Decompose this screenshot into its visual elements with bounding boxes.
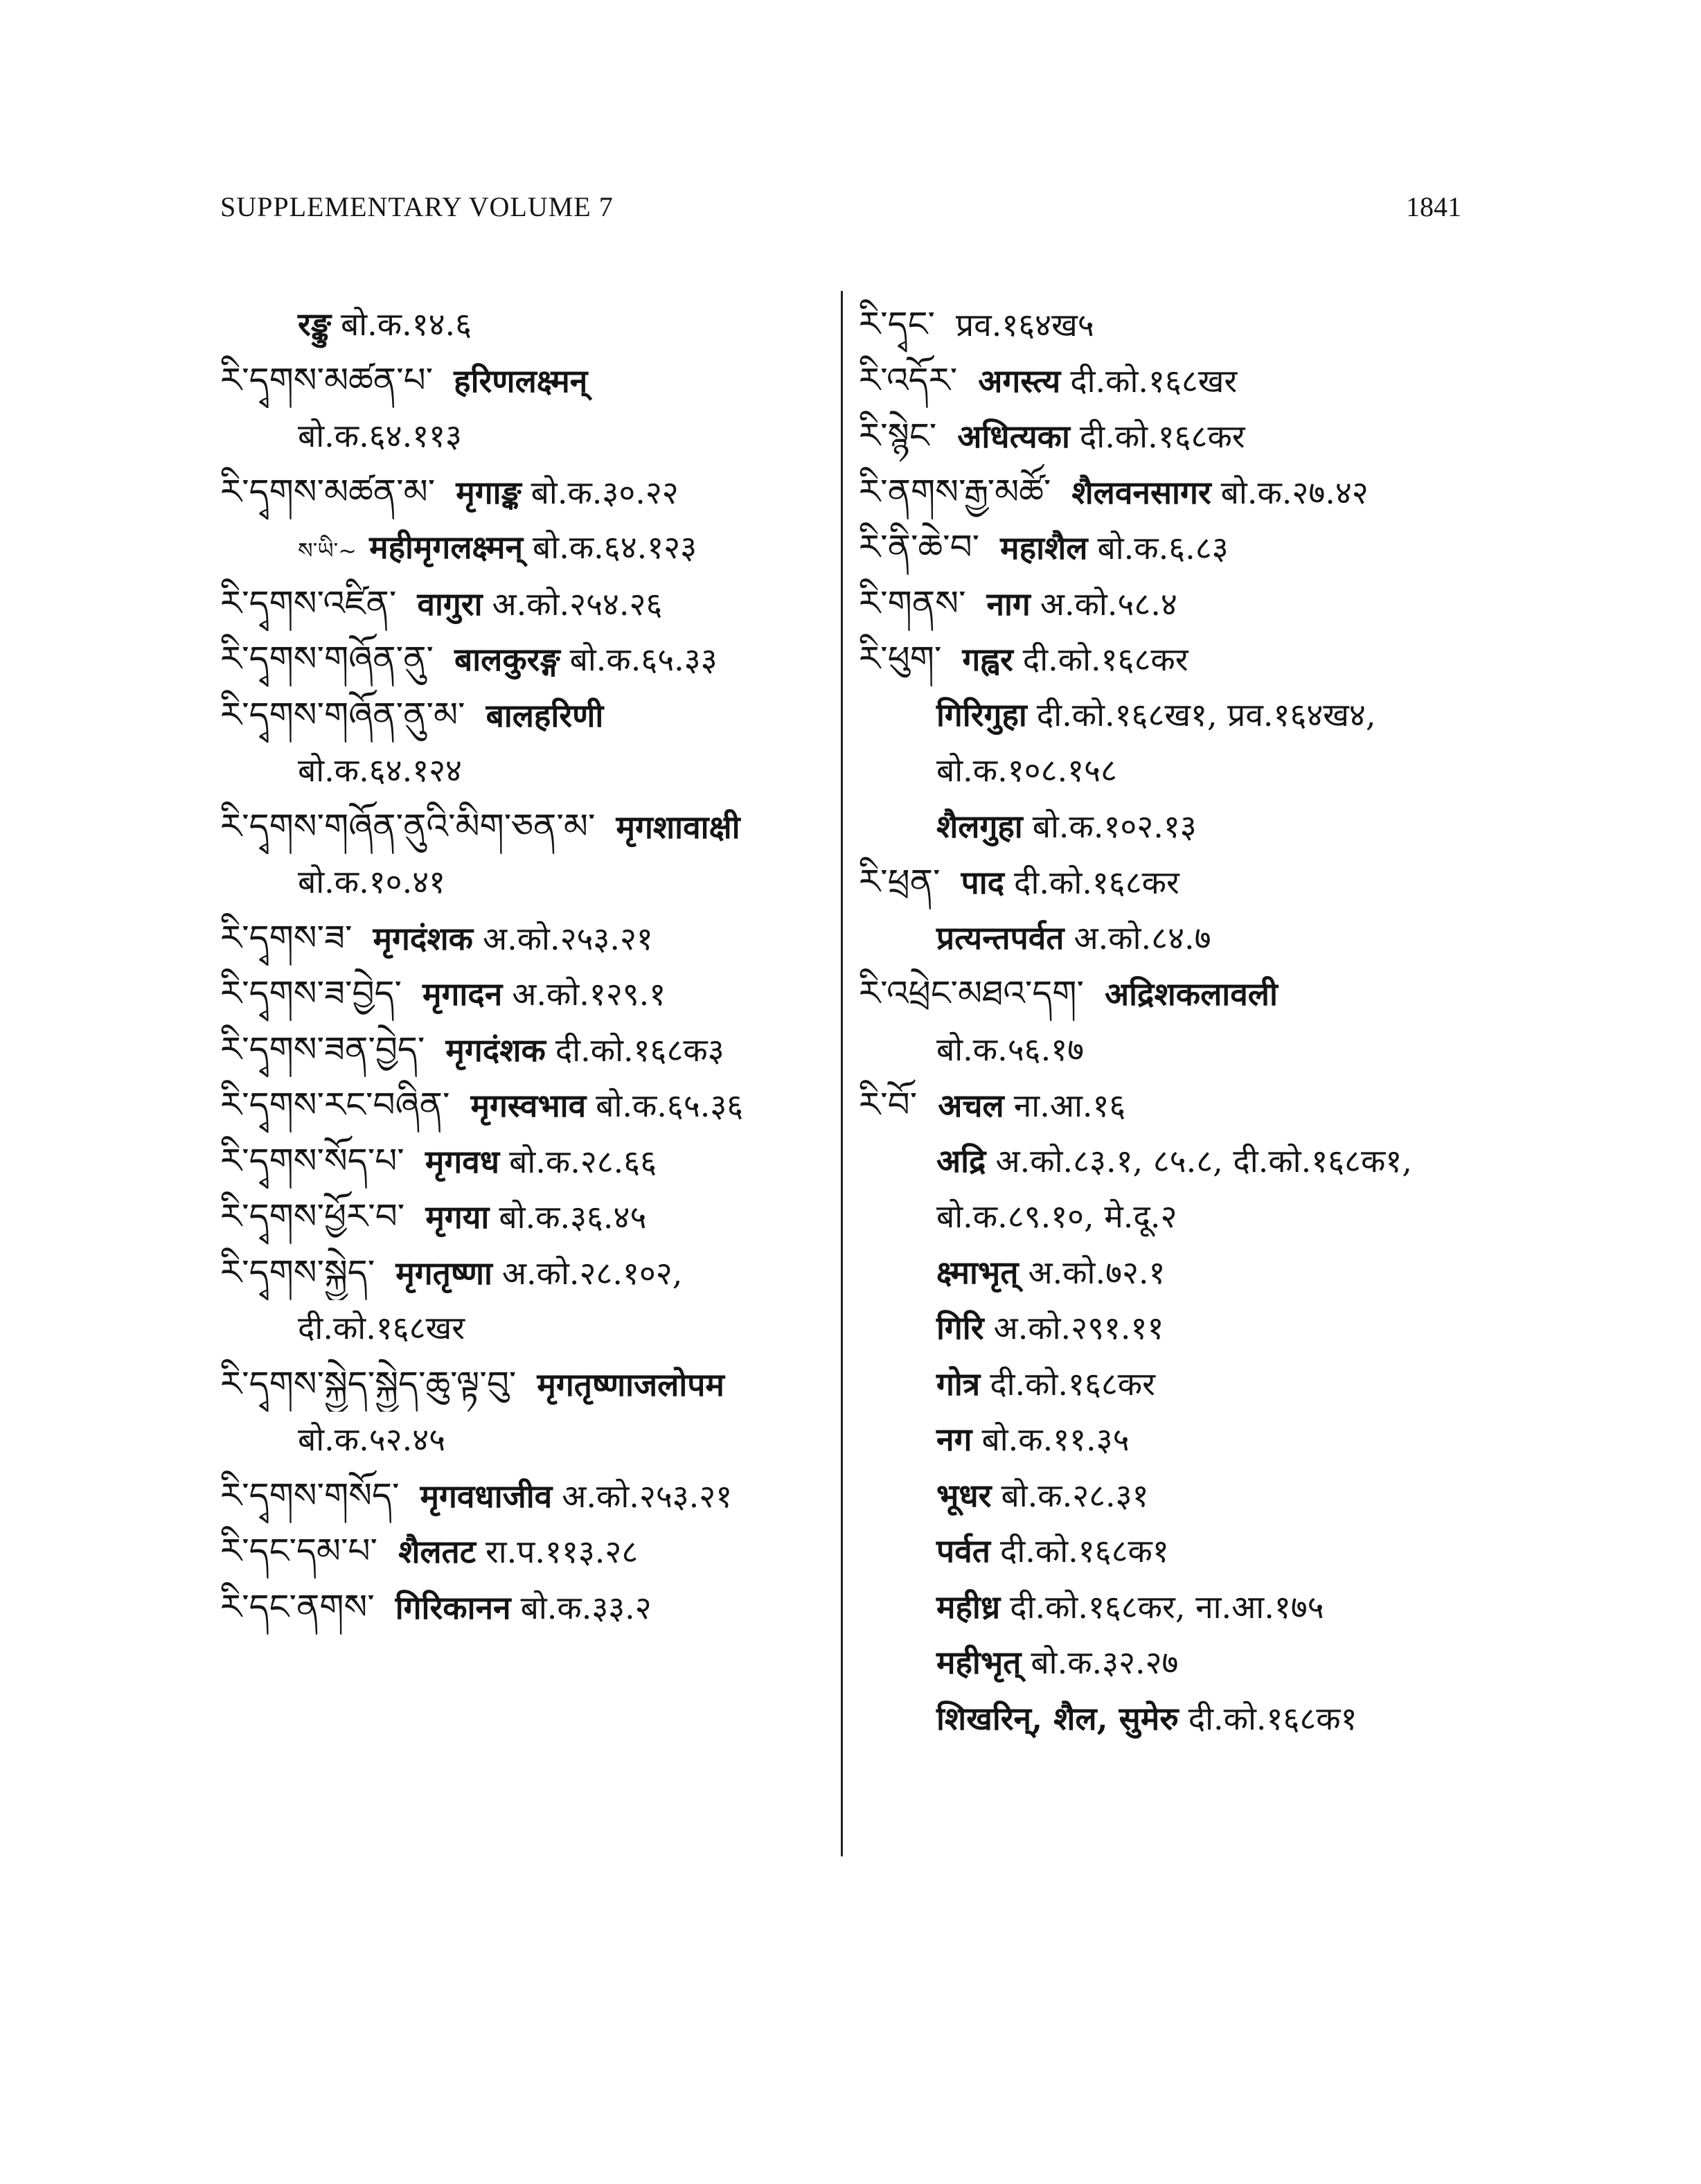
sanskrit-term: हरिणलक्ष्मन् <box>454 362 588 400</box>
sanskrit-term: गह्वर <box>962 641 1013 678</box>
source-reference: अ.को.२९१.११ <box>993 1309 1164 1347</box>
entry-line <box>859 353 1482 409</box>
tibetan-term: རི་གནས་ <box>859 583 966 623</box>
sanskrit-term: मृगादन <box>422 975 503 1013</box>
sanskrit-term: महाशैल <box>1000 529 1088 567</box>
sanskrit-term: मृगस्वभाव <box>470 1087 587 1124</box>
tibetan-term: རི་དྭགས་མཚན་མ་ <box>220 471 436 512</box>
sanskrit-term: शैलगुहा <box>936 807 1023 845</box>
source-reference: बो.क.५२.४५ <box>298 1421 446 1458</box>
entry-line <box>220 966 830 1022</box>
entry-line <box>220 1077 830 1133</box>
tibetan-term: རི་དྭགས་གཞོན་ནུ་མ་ <box>220 694 465 735</box>
sanskrit-term: गिरिकानन <box>395 1588 511 1626</box>
source-reference: बो.क.२८.६६ <box>509 1142 657 1180</box>
source-reference: बो.क.३३.२ <box>520 1588 652 1626</box>
tibetan-term: རི་དྭགས་ཟ་ <box>220 917 353 958</box>
source-reference: बो.क.२७.४२ <box>1220 473 1369 511</box>
entry-line <box>859 1189 1482 1245</box>
page-header <box>220 190 1461 232</box>
tibetan-term: རི་དྭགས་འཛིན་ <box>220 583 397 623</box>
source-reference: बो.क.६४.१२४ <box>298 752 462 789</box>
sanskrit-term: गिरिगुहा <box>936 695 1027 734</box>
tibetan-term: རི་བོ་ <box>859 1085 918 1125</box>
sanskrit-term: अद्रि <box>936 1142 986 1180</box>
entry-line <box>859 1412 1482 1468</box>
entry-line <box>859 910 1482 966</box>
entry-line <box>859 1356 1482 1412</box>
source-reference: बो.क.६५.३६ <box>596 1087 744 1124</box>
source-reference: अ.को.१२९.१ <box>512 975 666 1013</box>
source-reference: बो.क.६४.१२३ <box>533 529 697 566</box>
sanskrit-term: पर्वत <box>936 1532 990 1570</box>
source-reference: बो.क.१०.४१ <box>298 863 446 900</box>
entry-line <box>859 1579 1482 1635</box>
tibetan-term: རི་དྭགས་སྐྱེད་སྐྱེད་ཆུ་ལྟ་བུ་ <box>220 1363 517 1404</box>
sanskrit-term: अचल <box>938 1087 1004 1124</box>
entry-line <box>220 743 830 799</box>
sanskrit-term: शैलवनसागर <box>1071 473 1211 511</box>
source-reference: अ.को.२५४.२६ <box>492 585 663 623</box>
sanskrit-term: मृगदंशक <box>373 919 473 957</box>
tibetan-term: རི་སྙེང་ <box>859 416 937 456</box>
source-reference: दी.को.१६८कर <box>1022 641 1188 678</box>
entry-line <box>859 631 1482 687</box>
source-reference: बो.क.६५.३३ <box>569 641 718 678</box>
source-reference: अ.को.२५३.२१ <box>482 919 653 957</box>
tibetan-term: རི་དང་ནགས་ <box>220 1586 375 1627</box>
tibetan-term: རི་ཕྲན་ <box>859 862 941 902</box>
entry-line <box>859 296 1482 353</box>
source-reference: बो.क.८९.१०, मे.दू.२ <box>936 1198 1177 1235</box>
source-reference: ना.आ.१६ <box>1013 1087 1126 1124</box>
source-reference: बो.क.११.३५ <box>981 1421 1130 1458</box>
page-number: 1841 <box>1406 191 1461 222</box>
entry-line <box>220 464 830 520</box>
tibetan-term: རི་དྭགས་ཕྱོར་བ་ <box>220 1196 405 1236</box>
source-reference: दी.को.१६८कर <box>990 1365 1155 1403</box>
tibetan-term: རི་དྭགས་རང་བཞིན་ <box>220 1085 450 1125</box>
source-reference: बो.क.१४.६ <box>340 305 472 343</box>
entry-line <box>220 1412 830 1468</box>
tibetan-term: རི་དང་དམ་པ་ <box>220 1531 378 1571</box>
sanskrit-term: महीभृत् <box>936 1644 1022 1681</box>
sanskrit-term: शिखरिन्, शैल, सुमेरु <box>936 1699 1179 1737</box>
source-reference: बो.क.३२.२७ <box>1031 1644 1179 1681</box>
sanskrit-term: मृगशावाक्षी <box>616 808 740 846</box>
source-reference: दी.को.१६८क१ <box>999 1532 1169 1570</box>
tibetan-term: རི་དྭང་ <box>859 304 935 344</box>
entry-line <box>220 353 830 409</box>
sanskrit-term: बालकुरङ्ग <box>454 641 560 678</box>
tibetan-term: རི་ནི་ཆེ་བ་ <box>859 527 980 567</box>
source-reference: बो.क.१०२.१३ <box>1032 807 1197 845</box>
sanskrit-term: अद्रिशकलावली <box>1105 975 1278 1013</box>
sanskrit-term: मृगवध <box>425 1142 500 1180</box>
entry-line <box>859 1245 1482 1301</box>
column-divider <box>841 291 843 1856</box>
entry-line <box>220 408 830 464</box>
entry-line <box>220 1356 830 1412</box>
source-reference: दी.को.१६८खर <box>1070 362 1238 400</box>
sanskrit-term: वागुरा <box>417 585 483 623</box>
entry-line <box>859 576 1482 632</box>
entry-line <box>859 799 1482 855</box>
entry-line <box>220 687 830 743</box>
entry-line <box>859 966 1482 1022</box>
source-reference: दी.को.१६८कर <box>1014 864 1179 901</box>
entry-line <box>859 854 1482 910</box>
sanskrit-term: भूधर <box>936 1476 992 1514</box>
entry-line <box>859 1300 1482 1356</box>
entry-line <box>220 910 830 966</box>
tibetan-abbrev: ས་ཡི་~ <box>298 538 357 564</box>
entry-line <box>859 1691 1482 1747</box>
sanskrit-term: प्रत्यन्तपर्वत <box>936 918 1065 957</box>
source-reference: अ.को.८४.७ <box>1074 918 1211 957</box>
entry-line <box>859 1523 1482 1579</box>
tibetan-term: རི་འཕྲེང་མཐའ་དག་ <box>859 973 1084 1013</box>
sanskrit-term: बालहरिणी <box>486 696 604 734</box>
entry-line <box>220 1523 830 1579</box>
entry-line <box>859 1077 1482 1133</box>
source-reference: बो.क.१०८.१५८ <box>936 752 1117 789</box>
entry-line <box>220 1245 830 1301</box>
source-reference: बो.क.३६.४५ <box>499 1198 647 1236</box>
source-reference: बो.क.६४.११३ <box>298 417 462 454</box>
entry-line <box>220 520 830 576</box>
entry-line <box>859 687 1482 743</box>
right-column <box>859 296 1482 1746</box>
entry-line <box>859 1022 1482 1078</box>
sanskrit-term: अगस्त्य <box>978 362 1061 400</box>
entry-line <box>220 854 830 910</box>
entry-line <box>220 1022 830 1078</box>
source-reference: बो.क.२८.३१ <box>1001 1476 1149 1514</box>
source-reference: बो.क.६.८३ <box>1097 529 1229 567</box>
entry-line <box>220 576 830 632</box>
tibetan-term: རི་དྭགས་མཚན་པ་ <box>220 359 434 400</box>
sanskrit-term: मृगवधाजीव <box>420 1477 553 1515</box>
sanskrit-term: क्ष्माभृत् <box>936 1253 1019 1291</box>
sanskrit-term: महीमृगलक्ष्मन् <box>369 529 524 566</box>
entry-line <box>859 1133 1482 1189</box>
sanskrit-term: मृगाङ्क <box>456 473 522 511</box>
sanskrit-term: पाद <box>961 864 1005 901</box>
tibetan-term: རི་དྭགས་སྐྱེད་ <box>220 1252 375 1293</box>
entry-line <box>220 1300 830 1356</box>
source-reference: बो.क.३०.२२ <box>531 473 679 511</box>
running-head: SUPPLEMENTARY VOLUME 7 <box>220 191 614 222</box>
tibetan-term: རི་ནགས་རྒྱ་མཚོ་ <box>859 471 1051 512</box>
entry-line <box>859 1468 1482 1524</box>
left-column <box>220 296 830 1635</box>
tibetan-term: རི་དྭགས་ཟན་བྱེད་ <box>220 1029 425 1069</box>
entry-line <box>220 1133 830 1189</box>
entry-line <box>859 520 1482 576</box>
source-reference: अ.को.७२.१ <box>1028 1253 1166 1291</box>
sanskrit-term: गोत्र <box>936 1365 981 1403</box>
entry-line <box>220 1468 830 1524</box>
entry-line <box>859 743 1482 799</box>
tibetan-term: རི་དྭགས་གཞོན་ནུ་ <box>220 639 434 679</box>
sanskrit-term: रङ्कु <box>298 305 331 343</box>
source-reference: रा.प.११३.२८ <box>485 1533 639 1570</box>
tibetan-term: རི་ཕུག་ <box>859 639 942 679</box>
tibetan-term: རི་དྭགས་སོད་པ་ <box>220 1140 404 1181</box>
sanskrit-term: मृगया <box>425 1198 490 1236</box>
tibetan-term: རི་འདོར་ <box>859 359 958 400</box>
sanskrit-term: अधित्यका <box>957 418 1070 455</box>
source-reference: अ.को.८३.१, ८५.८, दी.को.१६८क१, <box>995 1142 1412 1180</box>
sanskrit-term: गिरि <box>936 1309 984 1347</box>
sanskrit-term: शैलतट <box>398 1533 476 1570</box>
sanskrit-term: महीध्र <box>936 1588 1001 1626</box>
entry-line <box>220 1579 830 1635</box>
source-reference: दी.को.१६८क१ <box>1188 1699 1357 1737</box>
sanskrit-term: मृगतृष्णाजलोपम <box>537 1365 724 1403</box>
sanskrit-term: मृगदंशक <box>445 1031 546 1069</box>
tibetan-term: རི་དྭགས་ཟ་བྱེད་ <box>220 973 402 1013</box>
source-reference: अ.को.२८.१०२, <box>501 1254 683 1292</box>
entry-line <box>859 408 1482 464</box>
sanskrit-term: मृगतृष्णा <box>395 1254 492 1292</box>
source-reference: दी.को.१६८ख१, प्रव.१६४ख४, <box>1036 695 1376 734</box>
entry-line <box>220 296 830 353</box>
entry-line <box>220 631 830 687</box>
entry-line <box>859 464 1482 520</box>
entry-line <box>220 1189 830 1245</box>
source-reference: दी.को.१६८कर, ना.आ.१७५ <box>1010 1588 1324 1626</box>
sanskrit-term: नग <box>936 1421 972 1458</box>
entry-line <box>859 1635 1482 1691</box>
tibetan-term: རི་དྭགས་གཞོན་ནུའི་མིག་ཅན་མ་ <box>220 806 596 846</box>
sanskrit-term: नाग <box>986 585 1031 623</box>
source-reference: प्रव.१६४ख५ <box>955 306 1094 344</box>
source-reference: दी.को.१६८कर <box>1079 418 1245 455</box>
source-reference: दी.को.१६८क३ <box>555 1031 724 1069</box>
entry-line <box>220 799 830 855</box>
source-reference: दी.को.१६८खर <box>298 1309 465 1347</box>
source-reference: बो.क.५६.१७ <box>936 1030 1085 1068</box>
source-reference: अ.को.२५३.२१ <box>562 1477 733 1515</box>
source-reference: अ.को.५८.४ <box>1040 585 1177 623</box>
tibetan-term: རི་དྭགས་གསོད་ <box>220 1475 400 1516</box>
